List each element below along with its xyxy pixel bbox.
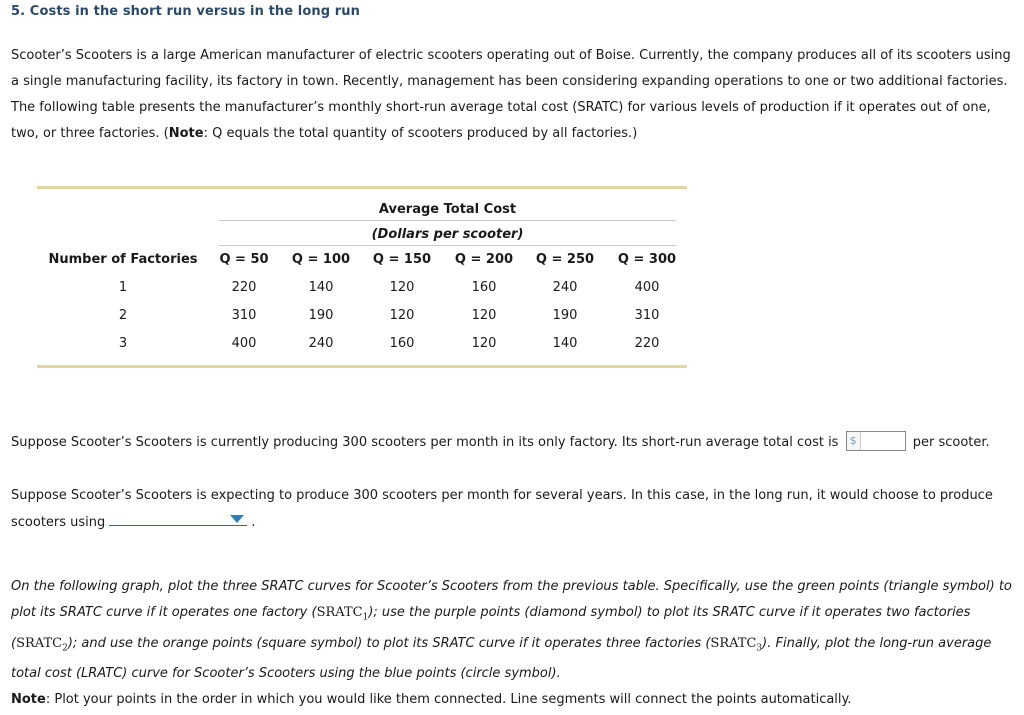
table-group-header: Average Total Cost [378, 202, 517, 217]
instructions-text: ); and use the orange points (square symbol) to plot its SRATC curve if it operates three factories ( [67, 635, 711, 651]
question2-suffix: . [251, 515, 256, 530]
instructions-text: ); use the purple points (diamond symbol) to plot its SRATC curve if it operates two factories ( [11, 605, 971, 651]
sratc3-label-text: SRATC [710, 635, 757, 651]
sratc-answer-input[interactable] [846, 431, 906, 451]
sratc2-subscript: 2 [62, 643, 68, 654]
table-cell: 160 [471, 280, 497, 295]
table-cell: 190 [308, 308, 334, 323]
factory-count-dropdown[interactable] [109, 509, 247, 526]
table-cell: 160 [389, 336, 415, 351]
sratc1-subscript: 1 [362, 612, 369, 623]
intro-note-text: : Q equals the total quantity of scooters produced by all factories.) [203, 126, 638, 141]
table-header-divider [219, 220, 676, 221]
table-cell: 310 [634, 308, 660, 323]
column-header: Q = 300 [617, 252, 677, 267]
question1-suffix: per scooter. [912, 435, 990, 450]
sratc3-subscript: 3 [756, 643, 763, 654]
column-header: Q = 250 [535, 252, 595, 267]
intro-note-label: Note [168, 126, 204, 141]
table-cell: 220 [634, 336, 660, 351]
question2-text: Suppose Scooter’s Scooters is expecting to produce 300 scooters per month for several years. In this case, in the long run, it would choose to produce scooters using [11, 488, 993, 530]
table-cell: 140 [308, 280, 334, 295]
row-header: Number of Factories [48, 252, 198, 267]
table-cell: 190 [552, 308, 578, 323]
table-column-divider [219, 245, 676, 246]
dollar-sign-icon: $ [847, 432, 861, 450]
table-cell: 120 [389, 308, 415, 323]
table-cell-factories: 1 [118, 280, 128, 295]
graph-instructions [11, 574, 1013, 687]
table-cell: 310 [231, 308, 257, 323]
sratc3-label [710, 635, 763, 654]
column-header: Q = 200 [454, 252, 514, 267]
table-top-rule [37, 186, 687, 189]
table-cell: 220 [231, 280, 257, 295]
plot-note-text: : Plot your points in the order in which you would like them connected. Line segments will connect the points automatically. [45, 692, 852, 707]
plot-note [11, 692, 852, 708]
column-header: Q = 150 [372, 252, 432, 267]
sratc2-label [16, 635, 68, 654]
table-cell-factories: 3 [118, 336, 128, 351]
instructions-text: On the following graph, plot the three SRATC curves for Scooter’s Scooters from the previous table. Specifically, use the green points (triangle symbol) to plot its SRATC curve if it operates one factory ( [11, 579, 1012, 620]
table-cell: 120 [471, 336, 497, 351]
sratc2-label-text: SRATC [16, 635, 63, 651]
table-cell: 240 [552, 280, 578, 295]
question-long-run [11, 483, 1013, 536]
table-cell: 120 [389, 280, 415, 295]
question-title: 5. Costs in the short run versus in the long run [11, 4, 360, 19]
sratc1-label-text: SRATC [316, 605, 363, 620]
table-cell: 140 [552, 336, 578, 351]
table-cell: 240 [308, 336, 334, 351]
column-header: Q = 100 [291, 252, 351, 267]
column-header: Q = 50 [219, 252, 269, 267]
chevron-down-icon [230, 515, 244, 523]
instructions-text: ). Finally, plot the long-run average total cost (LRATC) curve for Scooter’s Scooters using the blue points (circle symbol). [11, 635, 992, 682]
question-sratc-cost [11, 430, 990, 456]
table-cell: 120 [471, 308, 497, 323]
table-bottom-rule [37, 365, 687, 368]
sratc1-label [316, 605, 369, 623]
intro-paragraph [11, 43, 1013, 147]
table-cell: 400 [634, 280, 660, 295]
table-cell: 400 [231, 336, 257, 351]
plot-note-label: Note [11, 692, 46, 707]
intro-text: Scooter’s Scooters is a large American manufacturer of electric scooters operating out of Boise. Currently, the company produces all of its scooters using a single manufacturing facility, its factory in town. Recently, management has been considering expanding operations to one or two additional factories. The following table presents the manufacturer’s monthly short-run average total cost (SRATC) for various levels of production if it operates out of one, two, or three factories. ( [11, 48, 1011, 141]
table-cell-factories: 2 [118, 308, 128, 323]
question1-text: Suppose Scooter’s Scooters is currently producing 300 scooters per month in its only factory. Its short-run average total cost is [11, 435, 839, 450]
table-group-subheader: (Dollars per scooter) [371, 227, 524, 242]
